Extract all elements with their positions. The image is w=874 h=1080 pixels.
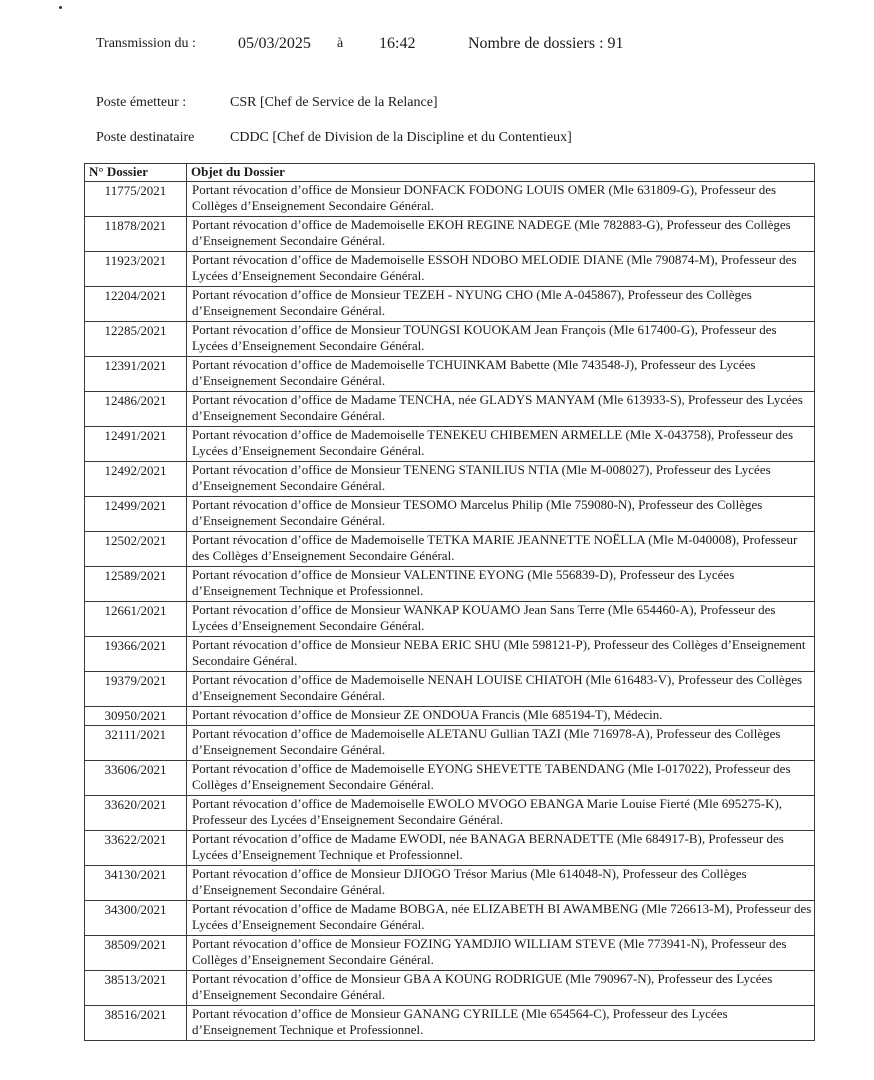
dossier-objet: Portant révocation d’office de Madame TENCHA, née GLADYS MANYAM (Mle 613933-S), Professeur des Lycées d’Enseignement Secondaire Général.	[187, 392, 815, 427]
dossier-number: 34130/2021	[85, 866, 187, 901]
transmission-date: 05/03/2025	[238, 35, 311, 52]
dossier-objet: Portant révocation d’office de Monsieur ZE ONDOUA Francis (Mle 685194-T), Médecin.	[187, 707, 815, 726]
dossier-number: 11775/2021	[85, 182, 187, 217]
table-row	[85, 866, 815, 901]
dossier-number: 12391/2021	[85, 357, 187, 392]
dossier-number: 12661/2021	[85, 602, 187, 637]
transmission-label: Transmission du :	[96, 36, 196, 51]
dossier-objet: Portant révocation d’office de Mademoiselle TCHUINKAM Babette (Mle 743548-J), Professeur des Lycées d’Enseignement Secondaire Général.	[187, 357, 815, 392]
dossier-number: 19379/2021	[85, 672, 187, 707]
dossier-number: 12285/2021	[85, 322, 187, 357]
dossier-objet: Portant révocation d’office de Monsieur DONFACK FODONG LOUIS OMER (Mle 631809-G), Professeur des Collèges d’Enseignement Secondaire Général.	[187, 182, 815, 217]
dossier-number: 12491/2021	[85, 427, 187, 462]
dossier-objet: Portant révocation d’office de Mademoiselle ESSOH NDOBO MELODIE DIANE (Mle 790874-M), Professeur des Lycées d’Enseignement Secondaire Général.	[187, 252, 815, 287]
dossier-number: 11923/2021	[85, 252, 187, 287]
table-row	[85, 427, 815, 462]
poste-emetteur-label: Poste émetteur :	[96, 95, 187, 110]
dossier-objet: Portant révocation d’office de Monsieur WANKAP KOUAMO Jean Sans Terre (Mle 654460-A), Professeur des Lycées d’Enseignement Secondaire Général.	[187, 602, 815, 637]
dossier-objet: Portant révocation d’office de Monsieur NEBA ERIC SHU (Mle 598121-P), Professeur des Collèges d’Enseignement Secondaire Général.	[187, 637, 815, 672]
dossier-number: 33620/2021	[85, 796, 187, 831]
transmission-time: 16:42	[379, 35, 416, 52]
dossier-objet: Portant révocation d’office de Mademoiselle TETKA MARIE JEANNETTE NOËLLA (Mle M-040008), Professeur des Collèges d’Enseignement Secondaire Général.	[187, 532, 815, 567]
dossier-number: 12492/2021	[85, 462, 187, 497]
dossier-objet: Portant révocation d’office de Mademoiselle EKOH REGINE NADEGE (Mle 782883-G), Professeur des Collèges d’Enseignement Secondaire Général.	[187, 217, 815, 252]
dossier-objet: Portant révocation d’office de Monsieur TEZEH - NYUNG CHO (Mle A-045867), Professeur des Collèges d’Enseignement Secondaire Général.	[187, 287, 815, 322]
scan-speck	[59, 6, 62, 9]
dossier-objet: Portant révocation d’office de Madame EWODI, née BANAGA BERNADETTE (Mle 684917-B), Professeur des Lycées d’Enseignement Technique et Professionnel.	[187, 831, 815, 866]
dossier-number: 12486/2021	[85, 392, 187, 427]
dossier-number: 38516/2021	[85, 1006, 187, 1041]
dossier-number: 12204/2021	[85, 287, 187, 322]
dossier-number: 32111/2021	[85, 726, 187, 761]
dossier-objet: Portant révocation d’office de Monsieur GANANG CYRILLE (Mle 654564-C), Professeur des Lycées d’Enseignement Technique et Professionnel.	[187, 1006, 815, 1041]
dossier-objet: Portant révocation d’office de Monsieur TOUNGSI KOUOKAM Jean François (Mle 617400-G), Professeur des Lycées d’Enseignement Secondaire Général.	[187, 322, 815, 357]
table-row	[85, 707, 815, 726]
dossier-number: 38509/2021	[85, 936, 187, 971]
table-row	[85, 392, 815, 427]
dossier-objet: Portant révocation d’office de Monsieur GBA A KOUNG RODRIGUE (Mle 790967-N), Professeur des Lycées d’Enseignement Secondaire Général.	[187, 971, 815, 1006]
table-row	[85, 971, 815, 1006]
dossier-objet: Portant révocation d’office de Monsieur VALENTINE EYONG (Mle 556839-D), Professeur des Lycées d’Enseignement Technique et Professionnel.	[187, 567, 815, 602]
table-row	[85, 497, 815, 532]
table-row	[85, 637, 815, 672]
transmission-a: à	[337, 36, 344, 51]
dossier-count: Nombre de dossiers : 91	[468, 35, 624, 52]
table-row	[85, 252, 815, 287]
dossier-objet: Portant révocation d’office de Mademoiselle ALETANU Gullian TAZI (Mle 716978-A), Professeur des Collèges d’Enseignement Secondaire Général.	[187, 726, 815, 761]
dossier-objet: Portant révocation d’office de Monsieur DJIOGO Trésor Marius (Mle 614048-N), Professeur des Collèges d’Enseignement Secondaire Général.	[187, 866, 815, 901]
dossier-objet: Portant révocation d’office de Monsieur TENENG STANILIUS NTIA (Mle M-008027), Professeur des Lycées d’Enseignement Secondaire Général.	[187, 462, 815, 497]
table-row	[85, 357, 815, 392]
table-row	[85, 567, 815, 602]
table-row	[85, 936, 815, 971]
poste-destinataire-value: CDDC [Chef de Division de la Discipline et du Contentieux]	[230, 130, 572, 145]
dossiers-table	[84, 163, 815, 1041]
poste-emetteur-value: CSR [Chef de Service de la Relance]	[230, 95, 438, 110]
table-row	[85, 217, 815, 252]
dossier-objet: Portant révocation d’office de Mademoiselle TENEKEU CHIBEMEN ARMELLE (Mle X-043758), Professeur des Lycées d’Enseignement Secondaire Général.	[187, 427, 815, 462]
dossier-number: 33622/2021	[85, 831, 187, 866]
dossier-number: 12589/2021	[85, 567, 187, 602]
table-row	[85, 726, 815, 761]
table-row	[85, 901, 815, 936]
table-row	[85, 1006, 815, 1041]
dossier-number: 38513/2021	[85, 971, 187, 1006]
dossier-number: 33606/2021	[85, 761, 187, 796]
table-row	[85, 672, 815, 707]
table-row	[85, 182, 815, 217]
dossier-number: 12499/2021	[85, 497, 187, 532]
table-body	[85, 182, 815, 1041]
dossier-objet: Portant révocation d’office de Mademoiselle NENAH LOUISE CHIATOH (Mle 616483-V), Professeur des Collèges d’Enseignement Secondaire Général.	[187, 672, 815, 707]
table-row	[85, 532, 815, 567]
table-row	[85, 831, 815, 866]
table-row	[85, 796, 815, 831]
table-row	[85, 761, 815, 796]
table-row	[85, 322, 815, 357]
dossier-number: 12502/2021	[85, 532, 187, 567]
table-header-row	[85, 164, 815, 182]
dossier-objet: Portant révocation d’office de Monsieur TESOMO Marcelus Philip (Mle 759080-N), Professeur des Collèges d’Enseignement Secondaire Général.	[187, 497, 815, 532]
transmission-header	[96, 36, 796, 56]
dossier-objet: Portant révocation d’office de Madame BOBGA, née ELIZABETH BI AWAMBENG (Mle 726613-M), Professeur des Lycées d’Enseignement Secondaire Général.	[187, 901, 815, 936]
poste-destinataire-label: Poste destinataire	[96, 130, 195, 145]
dossier-objet: Portant révocation d’office de Monsieur FOZING YAMDJIO WILLIAM STEVE (Mle 773941-N), Professeur des Collèges d’Enseignement Secondaire Général.	[187, 936, 815, 971]
table-row	[85, 602, 815, 637]
dossier-objet: Portant révocation d’office de Mademoiselle EWOLO MVOGO EBANGA Marie Louise Fierté (Mle 695275-K), Professeur des Lycées d’Enseignement Secondaire Général.	[187, 796, 815, 831]
dossier-number: 11878/2021	[85, 217, 187, 252]
column-header-num: N° Dossier	[85, 164, 187, 182]
table-row	[85, 287, 815, 322]
table-row	[85, 462, 815, 497]
dossier-number: 30950/2021	[85, 707, 187, 726]
column-header-objet: Objet du Dossier	[187, 164, 815, 182]
dossier-number: 34300/2021	[85, 901, 187, 936]
dossier-objet: Portant révocation d’office de Mademoiselle EYONG SHEVETTE TABENDANG (Mle I-017022), Professeur des Collèges d’Enseignement Secondaire Général.	[187, 761, 815, 796]
dossier-number: 19366/2021	[85, 637, 187, 672]
